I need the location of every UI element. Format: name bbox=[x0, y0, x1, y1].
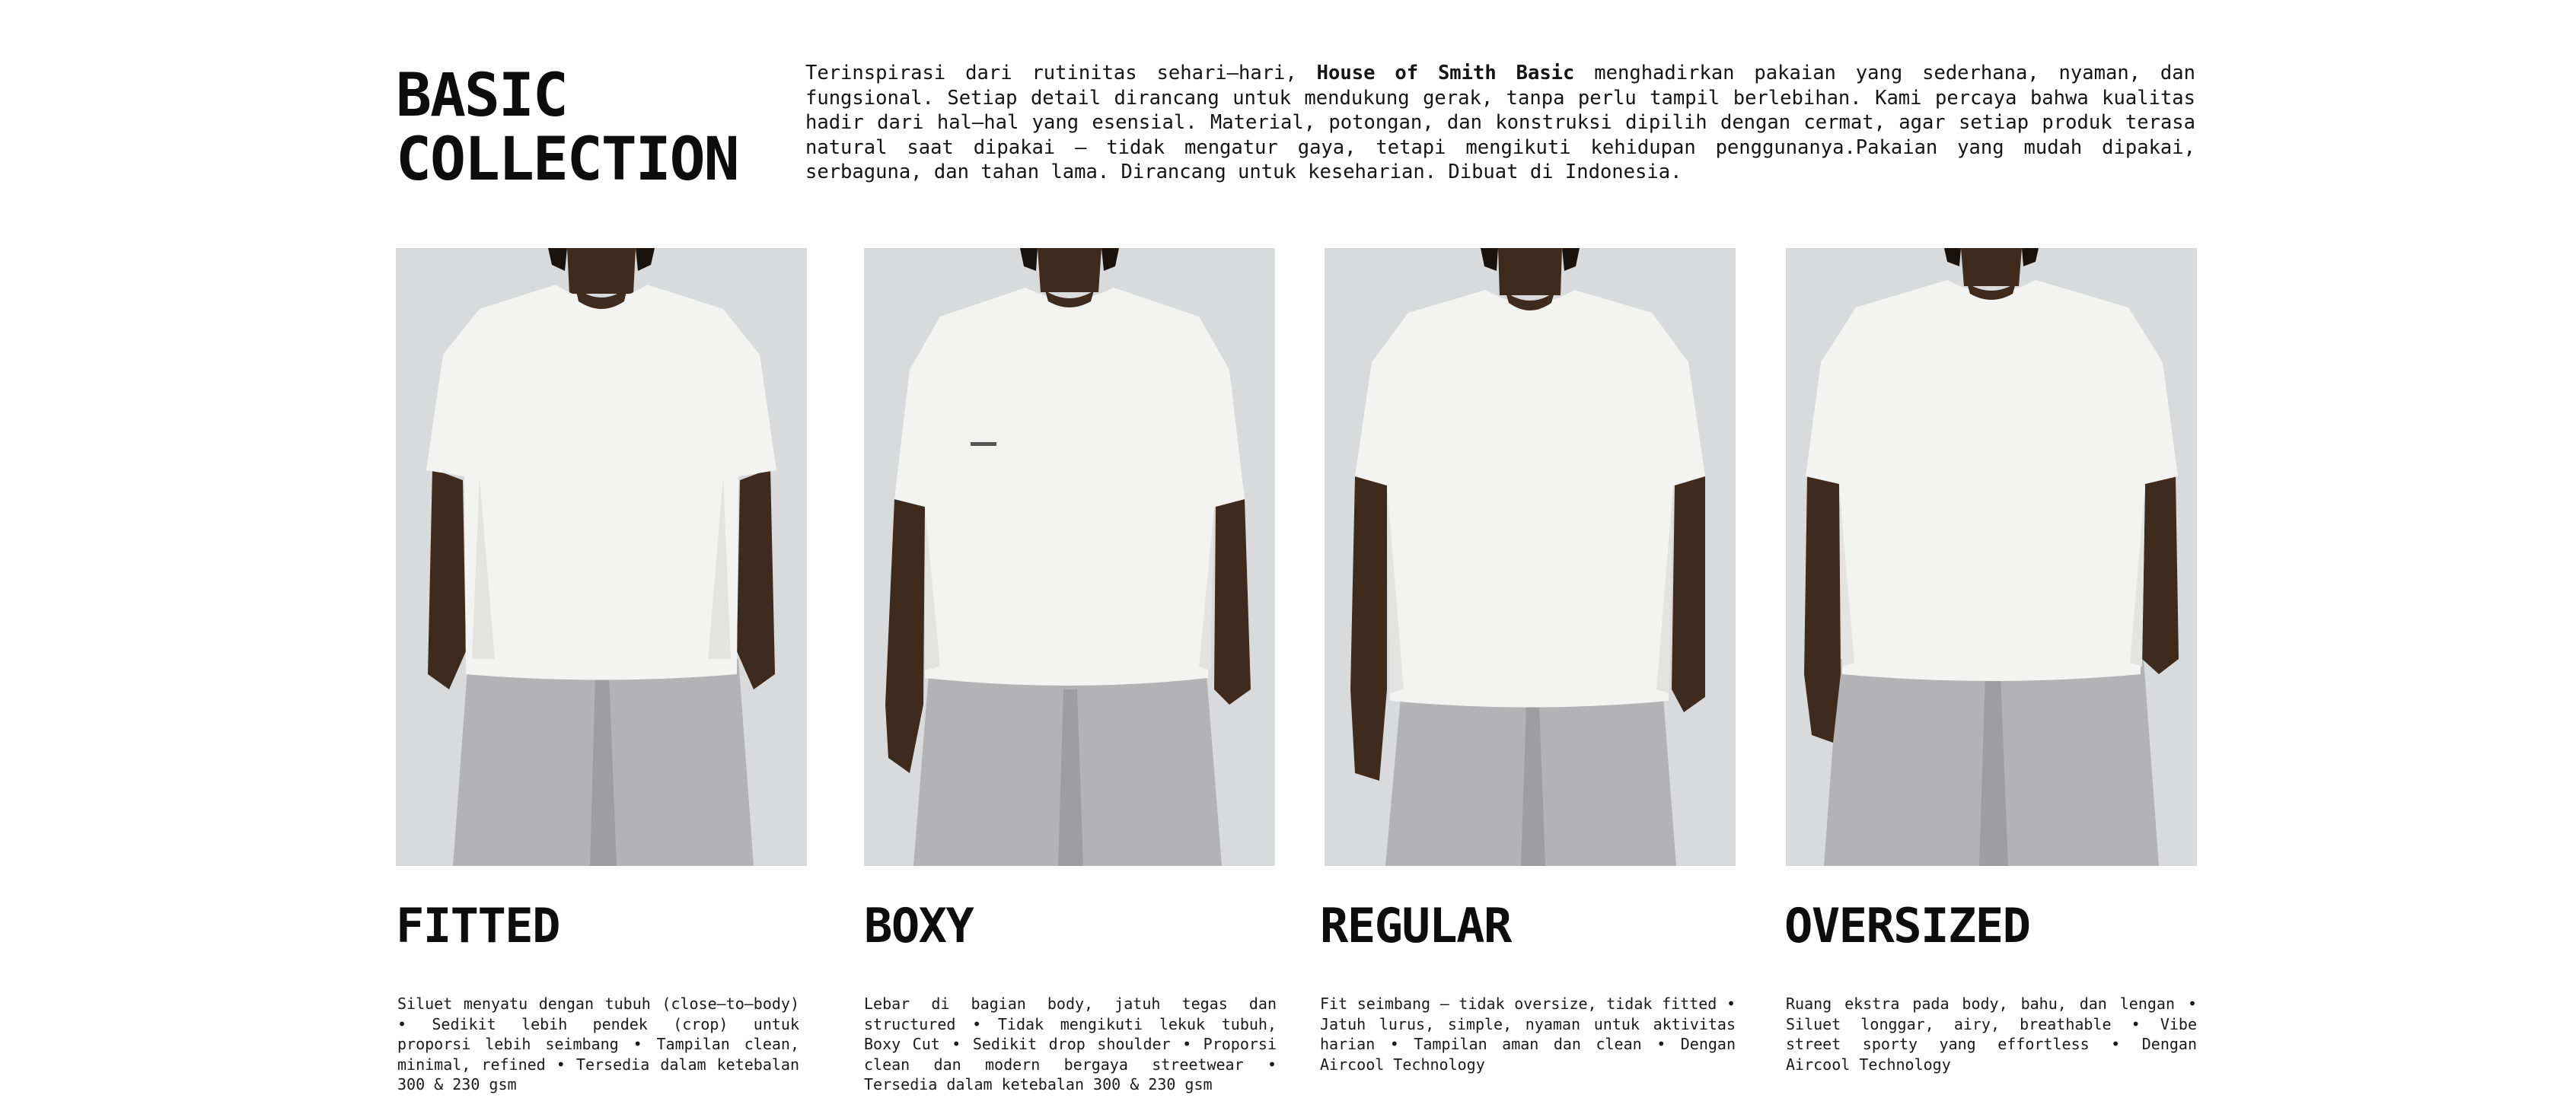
intro-text-start: Terinspirasi dari rutinitas sehari–hari, bbox=[805, 62, 1317, 84]
fitted-model-photo[interactable] bbox=[396, 248, 807, 866]
collection-title-line1: BASIC bbox=[396, 62, 567, 130]
model-boxy-tshirt-photo bbox=[864, 248, 1275, 866]
brand-name: House of Smith Basic bbox=[1316, 62, 1575, 84]
fit-description-boxy: Lebar di bagian body, jatuh tegas dan structured • Tidak mengikuti lekuk tubuh, Boxy Cut • Sedikit drop shoulder • Proporsi clean dan modern bergaya streetwear • Tersedia dalam ketebalan 300 & 230 gsm bbox=[864, 995, 1277, 1093]
fit-name-boxy: BOXY bbox=[864, 898, 974, 953]
collection-intro bbox=[805, 61, 2195, 185]
fit-name-fitted: FITTED bbox=[396, 898, 560, 953]
fit-name-oversized: OVERSIZED bbox=[1784, 898, 2030, 953]
fit-description-fitted: Siluet menyatu dengan tubuh (close–to–body) • Sedikit lebih pendek (crop) untuk proporsi lebih seimbang • Tampilan clean, minimal, refined • Tersedia dalam ketebalan 300 & 230 gsm bbox=[397, 995, 799, 1093]
model-fitted-tshirt-photo bbox=[396, 248, 807, 866]
intro-text-end: menghadirkan pakaian yang sederhana, nyaman, dan fungsional. Setiap detail dirancang untuk mendukung gerak, tanpa perlu tampil berlebihan. Kami percaya bahwa kualitas hadir dari hal–hal yang esensial. Material, potongan, dan konstruksi dipilih dengan cermat, agar setiap produk terasa natural saat dipakai – tidak mengatur gaya, tetapi mengikuti kehidupan penggunanya.Pakaian yang mudah dipakai, serbaguna, dan tahan lama. Dirancang untuk keseharian. Dibuat di Indonesia. bbox=[805, 62, 2195, 183]
oversized-model-photo[interactable] bbox=[1786, 248, 2197, 866]
boxy-model-photo[interactable] bbox=[864, 248, 1275, 866]
fit-description-oversized: Ruang ekstra pada body, bahu, dan lengan • Siluet longgar, airy, breathable • Vibe street sporty yang effortless • Dengan Aircool Technology bbox=[1786, 995, 2197, 1074]
collection-title bbox=[396, 64, 738, 192]
model-regular-tshirt-photo bbox=[1325, 248, 1736, 866]
regular-model-photo[interactable] bbox=[1325, 248, 1736, 866]
fit-description-regular: Fit seimbang – tidak oversize, tidak fitted • Jatuh lurus, simple, nyaman untuk aktivitas harian • Tampilan aman dan clean • Dengan Aircool Technology bbox=[1320, 995, 1736, 1074]
collection-title-line2: COLLECTION bbox=[396, 126, 738, 194]
model-oversized-tshirt-photo bbox=[1786, 248, 2197, 866]
fit-name-regular: REGULAR bbox=[1320, 898, 1511, 953]
